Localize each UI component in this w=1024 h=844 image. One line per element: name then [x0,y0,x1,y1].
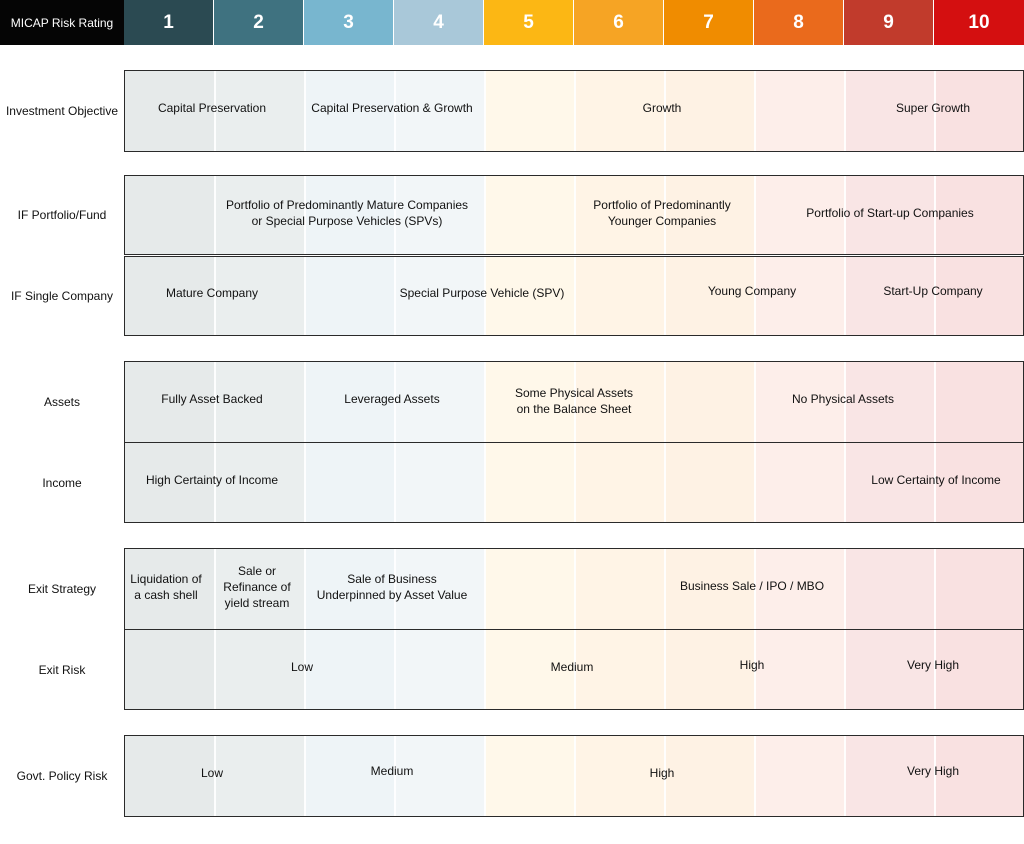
column-divider-3 [394,257,396,335]
risk-rating-header-label: MICAP Risk Rating [0,0,124,45]
assets-leveraged-assets: Leveraged Assets [344,392,440,406]
column-divider-4 [484,176,486,254]
investment-objective-capital-preservation-growth: Capital Preservation & Growth [311,101,473,115]
govt-policy-low: Low [200,766,224,780]
column-divider-5 [574,257,576,335]
if-portfolio-startup-companies: Portfolio of Start-up Companies [806,206,974,220]
if-single-mature-company: Mature Company [165,286,259,300]
row-label-govt-policy: Govt. Policy Risk [16,769,108,783]
column-divider-2 [304,736,306,816]
column-tint-2 [215,736,305,816]
row-label-exit-strategy: Exit Strategy [27,581,97,596]
column-divider-8 [844,736,846,816]
row-separator-exit [124,629,1024,630]
column-divider-1 [214,176,216,254]
column-tint-5 [485,176,575,254]
exit-risk-medium: Medium [550,660,594,674]
if-single-startup-company: Start-Up Company [883,284,983,298]
column-divider-2 [304,257,306,335]
column-divider-8 [844,257,846,335]
column-divider-4 [484,736,486,816]
row-label-if-portfolio: IF Portfolio/Fund [17,208,107,222]
row-label-exit-risk: Exit Risk [38,662,86,677]
column-divider-4 [484,71,486,151]
income-high-certainty: High Certainty of Income [145,473,279,487]
column-divider-5 [574,71,576,151]
investment-objective-super-growth: Super Growth [895,101,971,115]
if-portfolio-younger-companies: Portfolio of Predominantly Younger Companies [593,198,731,228]
rating-1: 1 [124,0,214,45]
column-tint-8 [755,71,845,151]
rating-3: 3 [304,0,394,45]
column-tint-6 [575,257,665,335]
rating-8: 8 [754,0,844,45]
assets-some-physical-assets: Some Physical Assets on the Balance Sheet [514,386,634,416]
govt-policy-high: High [649,766,675,780]
column-divider-7 [754,71,756,151]
row-label-assets: Assets [43,394,80,409]
investment-objective-capital-preservation: Capital Preservation [157,101,267,115]
rating-10: 10 [934,0,1024,45]
column-divider-7 [754,736,756,816]
investment-objective-growth: Growth [642,101,682,115]
exit-risk-low: Low [290,660,314,674]
row-separator-assets-income [124,442,1024,443]
if-single-young-company: Young Company [707,284,797,298]
column-tint-1 [125,176,215,254]
exit-strategy-sale-of-business: Sale of Business Underpinned by Asset Value [316,572,468,602]
column-divider-2 [304,71,306,151]
exit-risk-very-high: Very High [906,658,960,672]
income-low-certainty: Low Certainty of Income [871,473,1001,487]
column-divider-7 [754,176,756,254]
exit-risk-high: High [739,658,765,672]
column-tint-8 [755,736,845,816]
column-tint-5 [485,71,575,151]
if-single-spv: Special Purpose Vehicle (SPV) [399,286,565,300]
exit-strategy-liquidation: Liquidation of a cash shell [130,572,202,602]
column-divider-8 [844,71,846,151]
exit-strategy-business-sale-ipo-mbo: Business Sale / IPO / MBO [679,579,825,593]
column-tint-5 [485,736,575,816]
column-divider-6 [664,257,666,335]
column-divider-5 [574,176,576,254]
row-label-investment-objective: Investment Objective [5,104,119,118]
govt-policy-very-high: Very High [906,764,960,778]
rating-6: 6 [574,0,664,45]
column-divider-5 [574,736,576,816]
rating-2: 2 [214,0,304,45]
govt-policy-medium: Medium [370,764,414,778]
column-tint-3 [305,257,395,335]
assets-no-physical-assets: No Physical Assets [791,392,895,406]
rating-5: 5 [484,0,574,45]
row-label-if-single: IF Single Company [10,289,114,303]
rating-7: 7 [664,0,754,45]
if-portfolio-mature-or-spv: Portfolio of Predominantly Mature Companies or Special Purpose Vehicles (SPVs) [225,198,469,228]
row-label-income: Income [42,475,82,490]
rating-9: 9 [844,0,934,45]
exit-strategy-sale-or-refinance: Sale or Refinance of yield stream [223,564,291,610]
assets-fully-asset-backed: Fully Asset Backed [161,392,263,406]
band-govt-policy [124,735,1024,817]
column-tint-7 [665,736,755,816]
rating-4: 4 [394,0,484,45]
